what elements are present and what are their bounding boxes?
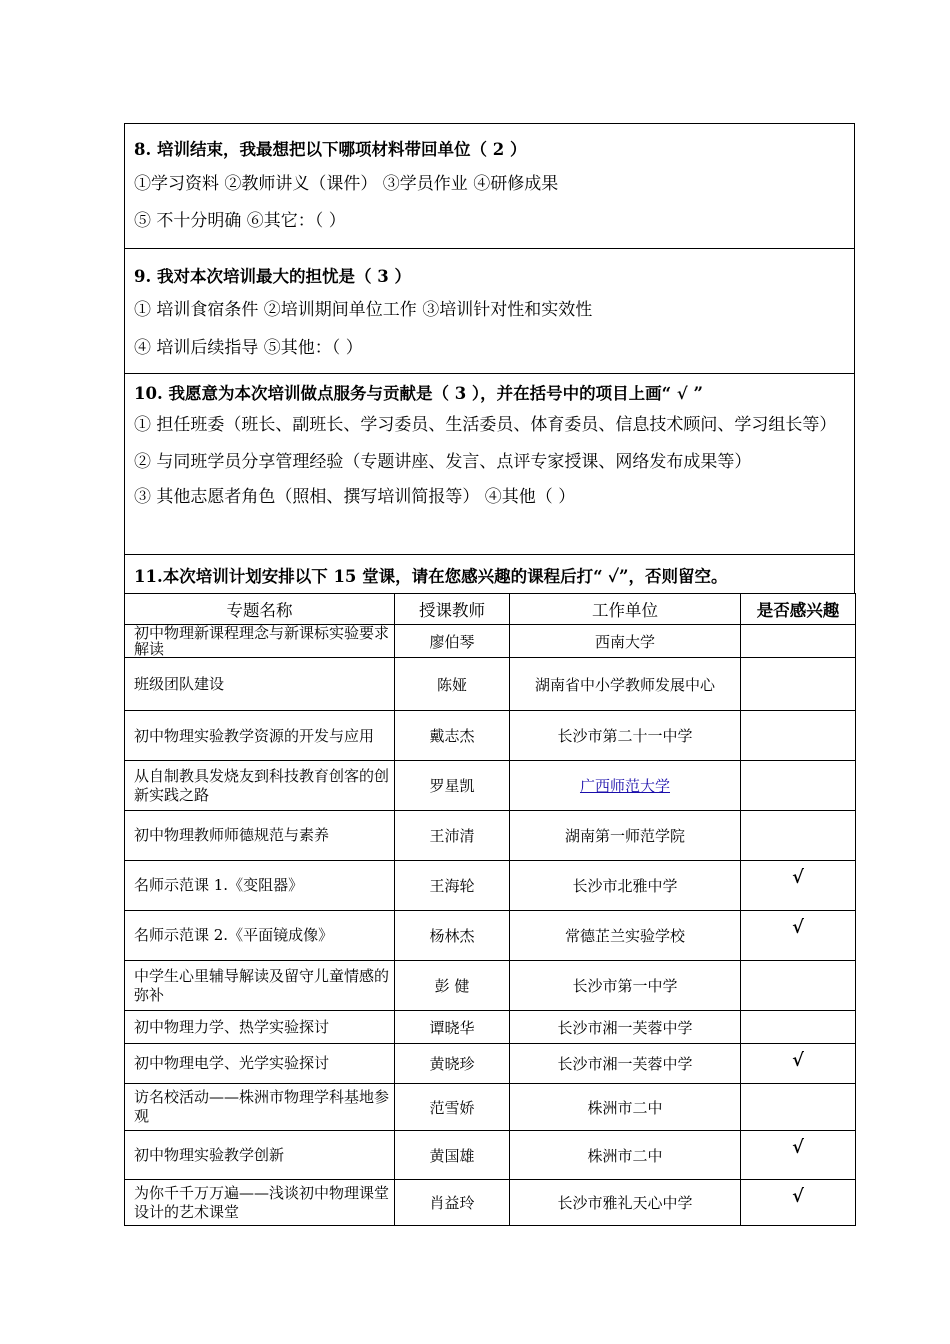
- table-row: [125, 961, 856, 1011]
- interest-cell[interactable]: √: [741, 1131, 856, 1180]
- header-teacher: 授课教师: [395, 594, 510, 625]
- question-8-options-2: ⑤ 不十分明确 ⑥其它：（ ）: [134, 211, 346, 231]
- question-9-options-2: ④ 培训后续指导 ⑤其他：（ ）: [134, 338, 363, 358]
- table-row: [125, 625, 856, 658]
- question-10-options-1: ① 担任班委（班长、副班长、学习委员、生活委员、体育委员、信息技术顾问、学习组长等）: [134, 415, 837, 435]
- course-unit: 长沙市第二十一中学: [510, 711, 741, 761]
- interest-cell[interactable]: [741, 761, 856, 811]
- course-topic: 访名校活动——株洲市物理学科基地参观: [125, 1084, 395, 1131]
- course-teacher: 廖伯琴: [395, 625, 510, 658]
- course-topic: 班级团队建设: [125, 658, 395, 711]
- course-teacher: 王海轮: [395, 861, 510, 911]
- interest-cell[interactable]: [741, 711, 856, 761]
- course-unit: 株洲市二中: [510, 1084, 741, 1131]
- course-unit: 株洲市二中: [510, 1131, 741, 1180]
- course-teacher: 王沛清: [395, 811, 510, 861]
- course-topic: 初中物理实验教学创新: [125, 1131, 395, 1180]
- course-teacher: 肖益玲: [395, 1180, 510, 1226]
- course-unit: 西南大学: [510, 625, 741, 658]
- question-8: [124, 123, 855, 248]
- course-teacher: 范雪娇: [395, 1084, 510, 1131]
- table-row: [125, 1084, 856, 1131]
- header-interest: 是否感兴趣: [741, 594, 856, 625]
- header-unit: 工作单位: [510, 594, 741, 625]
- course-topic: 初中物理电学、光学实验探讨: [125, 1044, 395, 1084]
- question-9-title: 9. 我对本次培训最大的担忧是（ 3 ）: [134, 267, 411, 286]
- interest-cell[interactable]: √: [741, 861, 856, 911]
- question-11-title: 11.本次培训计划安排以下 15 堂课，请在您感兴趣的课程后打“ ✓”，否则留空。: [134, 567, 728, 586]
- course-unit: 长沙市雅礼天心中学: [510, 1180, 741, 1226]
- question-10-options-3: ③ 其他志愿者角色（照相、撰写培训简报等） ④其他（ ）: [134, 487, 576, 507]
- table-row: [125, 1011, 856, 1044]
- interest-cell[interactable]: √: [741, 911, 856, 961]
- course-topic: 初中物理实验教学资源的开发与应用: [125, 711, 395, 761]
- table-row: [125, 658, 856, 711]
- header-topic: 专题名称: [125, 594, 395, 625]
- course-topic: 名师示范课 2.《平面镜成像》: [125, 911, 395, 961]
- course-topic: 为你千千万万遍——浅谈初中物理课堂设计的艺术课堂: [125, 1180, 395, 1226]
- course-topic: 初中物理教师师德规范与素养: [125, 811, 395, 861]
- survey-sheet: [124, 123, 855, 1226]
- course-topic: 名师示范课 1.《变阻器》: [125, 861, 395, 911]
- course-unit: 长沙市北雅中学: [510, 861, 741, 911]
- course-table-header: [125, 594, 856, 625]
- course-unit: [510, 761, 741, 811]
- course-teacher: 陈娅: [395, 658, 510, 711]
- question-9: [124, 248, 855, 373]
- table-row: [125, 1131, 856, 1180]
- table-row: [125, 1180, 856, 1226]
- question-9-options-1: ① 培训食宿条件 ②培训期间单位工作 ③培训针对性和实效性: [134, 300, 593, 320]
- course-teacher: 黄晓珍: [395, 1044, 510, 1084]
- course-teacher: 杨林杰: [395, 911, 510, 961]
- course-unit: 长沙市湘一芙蓉中学: [510, 1011, 741, 1044]
- question-8-title: 8. 培训结束，我最想把以下哪项材料带回单位（ 2 ）: [134, 140, 527, 159]
- interest-cell[interactable]: [741, 811, 856, 861]
- course-topic: 初中物理新课程理念与新课标实验要求解读: [125, 625, 395, 658]
- course-teacher: 谭晓华: [395, 1011, 510, 1044]
- table-row: [125, 711, 856, 761]
- course-teacher: 戴志杰: [395, 711, 510, 761]
- table-row: [125, 811, 856, 861]
- course-topic: 从自制教具发烧友到科技教育创客的创新实践之路: [125, 761, 395, 811]
- course-unit: 湖南省中小学教师发展中心: [510, 658, 741, 711]
- course-topic: 中学生心里辅导解读及留守儿童情感的弥补: [125, 961, 395, 1011]
- interest-cell[interactable]: [741, 625, 856, 658]
- question-8-options-1: ①学习资料 ②教师讲义（课件） ③学员作业 ④研修成果: [134, 174, 559, 194]
- course-unit: 长沙市湘一芙蓉中学: [510, 1044, 741, 1084]
- interest-cell[interactable]: [741, 961, 856, 1011]
- course-table: [124, 593, 856, 1226]
- question-10-options-2: ② 与同班学员分享管理经验（专题讲座、发言、点评专家授课、网络发布成果等）: [134, 452, 752, 472]
- course-teacher: 罗星凯: [395, 761, 510, 811]
- interest-cell[interactable]: √: [741, 1044, 856, 1084]
- course-topic: 初中物理力学、热学实验探讨: [125, 1011, 395, 1044]
- course-unit: 长沙市第一中学: [510, 961, 741, 1011]
- table-row: [125, 861, 856, 911]
- course-unit: 常德芷兰实验学校: [510, 911, 741, 961]
- course-teacher: 黄国雄: [395, 1131, 510, 1180]
- interest-cell[interactable]: [741, 1011, 856, 1044]
- interest-cell[interactable]: [741, 1084, 856, 1131]
- table-row: [125, 761, 856, 811]
- interest-cell[interactable]: [741, 658, 856, 711]
- question-11: [124, 554, 855, 593]
- question-10: [124, 373, 855, 554]
- course-unit: 湖南第一师范学院: [510, 811, 741, 861]
- university-link[interactable]: 广西师范大学: [579, 777, 670, 795]
- question-10-title: 10. 我愿意为本次培训做点服务与贡献是（ 3 ），并在括号中的项目上画“ √ ”: [134, 384, 703, 403]
- interest-cell[interactable]: √: [741, 1180, 856, 1226]
- table-row: [125, 911, 856, 961]
- table-row: [125, 1044, 856, 1084]
- course-teacher: 彭 健: [395, 961, 510, 1011]
